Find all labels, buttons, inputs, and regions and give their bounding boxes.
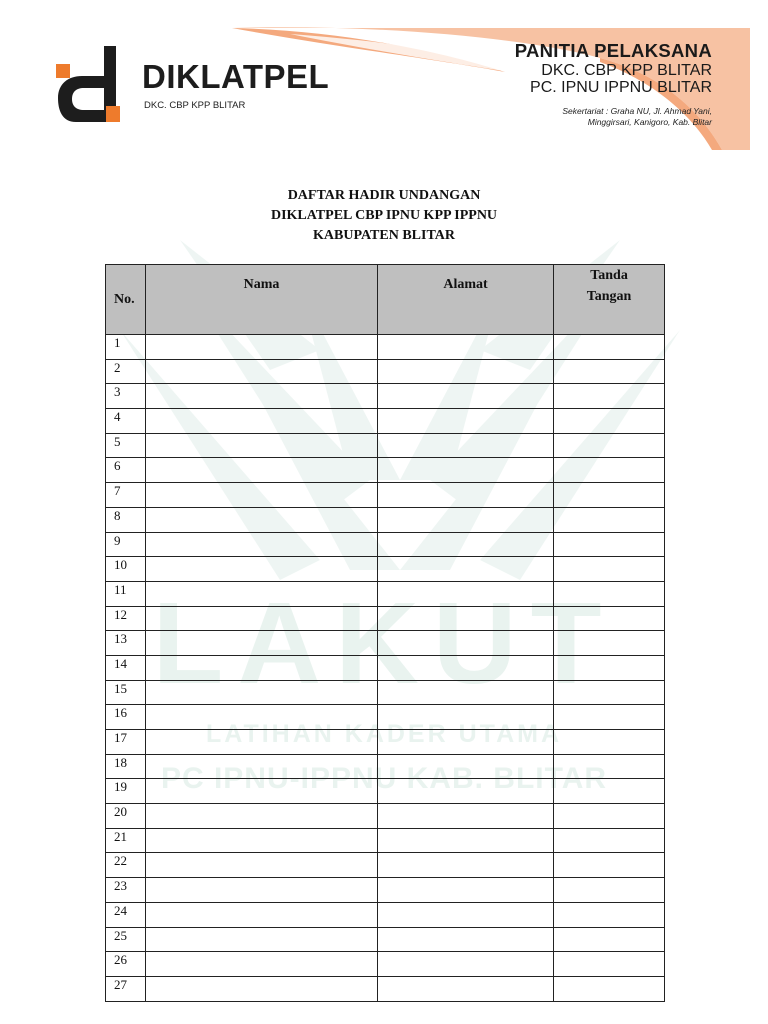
row-number: 6 xyxy=(106,458,146,483)
row-number: 20 xyxy=(106,804,146,829)
cell-tanda-tangan[interactable] xyxy=(554,902,665,927)
cell-alamat[interactable] xyxy=(378,384,554,409)
cell-tanda-tangan[interactable] xyxy=(554,631,665,656)
cell-alamat[interactable] xyxy=(378,878,554,903)
logo-name: DIKLATPEL xyxy=(142,58,330,95)
cell-nama[interactable] xyxy=(146,606,378,631)
attendance-table xyxy=(105,264,665,1002)
row-number: 19 xyxy=(106,779,146,804)
cell-tanda-tangan[interactable] xyxy=(554,976,665,1001)
watermark-subtitle: LATIHAN KADER UTAMA xyxy=(205,720,563,748)
row-number: 22 xyxy=(106,853,146,878)
table-row xyxy=(106,409,665,434)
header-no: No. xyxy=(106,265,146,335)
diklatpel-logo-icon xyxy=(54,44,126,128)
cell-nama[interactable] xyxy=(146,409,378,434)
row-number: 25 xyxy=(106,927,146,952)
cell-tanda-tangan[interactable] xyxy=(554,853,665,878)
table-row xyxy=(106,606,665,631)
cell-tanda-tangan[interactable] xyxy=(554,655,665,680)
cell-tanda-tangan[interactable] xyxy=(554,927,665,952)
committee-line-2: PC. IPNU IPPNU BLITAR xyxy=(530,79,712,96)
cell-nama[interactable] xyxy=(146,804,378,829)
table-row xyxy=(106,680,665,705)
cell-tanda-tangan[interactable] xyxy=(554,680,665,705)
row-number: 21 xyxy=(106,828,146,853)
row-number: 16 xyxy=(106,705,146,730)
cell-nama[interactable] xyxy=(146,507,378,532)
cell-tanda-tangan[interactable] xyxy=(554,804,665,829)
document-title xyxy=(0,186,768,246)
header-tangan: Tangan xyxy=(586,289,632,304)
cell-tanda-tangan[interactable] xyxy=(554,779,665,804)
row-number: 3 xyxy=(106,384,146,409)
table-row xyxy=(106,631,665,656)
table-row xyxy=(106,359,665,384)
cell-alamat[interactable] xyxy=(378,902,554,927)
cell-alamat[interactable] xyxy=(378,804,554,829)
address-line-1: Sekertariat : Graha NU, Jl. Ahmad Yani, xyxy=(562,106,712,116)
committee-title: PANITIA PELAKSANA xyxy=(514,40,712,61)
cell-alamat[interactable] xyxy=(378,335,554,360)
cell-nama[interactable] xyxy=(146,779,378,804)
cell-alamat[interactable] xyxy=(378,754,554,779)
cell-nama[interactable] xyxy=(146,878,378,903)
table-row xyxy=(106,705,665,730)
row-number: 1 xyxy=(106,335,146,360)
cell-tanda-tangan[interactable] xyxy=(554,828,665,853)
table-row xyxy=(106,581,665,606)
watermark-title: LAKUT xyxy=(152,578,616,708)
row-number: 26 xyxy=(106,952,146,977)
row-number: 15 xyxy=(106,680,146,705)
cell-tanda-tangan[interactable] xyxy=(554,581,665,606)
cell-nama[interactable] xyxy=(146,359,378,384)
cell-tanda-tangan[interactable] xyxy=(554,532,665,557)
cell-nama[interactable] xyxy=(146,828,378,853)
cell-tanda-tangan[interactable] xyxy=(554,952,665,977)
cell-alamat[interactable] xyxy=(378,433,554,458)
cell-nama[interactable] xyxy=(146,532,378,557)
cell-nama[interactable] xyxy=(146,557,378,582)
cell-alamat[interactable] xyxy=(378,409,554,434)
cell-nama[interactable] xyxy=(146,581,378,606)
title-line-2: DIKLATPEL CBP IPNU KPP IPPNU xyxy=(270,208,498,223)
cell-alamat[interactable] xyxy=(378,828,554,853)
title-line-1: DAFTAR HADIR UNDANGAN xyxy=(287,188,481,203)
cell-alamat[interactable] xyxy=(378,680,554,705)
row-number: 4 xyxy=(106,409,146,434)
cell-nama[interactable] xyxy=(146,458,378,483)
cell-nama[interactable] xyxy=(146,384,378,409)
cell-tanda-tangan[interactable] xyxy=(554,705,665,730)
table-row xyxy=(106,779,665,804)
header-tanda: Tanda xyxy=(590,268,628,283)
row-number: 18 xyxy=(106,754,146,779)
row-number: 23 xyxy=(106,878,146,903)
cell-alamat[interactable] xyxy=(378,730,554,755)
table-row xyxy=(106,458,665,483)
cell-tanda-tangan[interactable] xyxy=(554,458,665,483)
table-row xyxy=(106,384,665,409)
cell-alamat[interactable] xyxy=(378,581,554,606)
cell-tanda-tangan[interactable] xyxy=(554,483,665,508)
cell-nama[interactable] xyxy=(146,952,378,977)
cell-nama[interactable] xyxy=(146,655,378,680)
row-number: 11 xyxy=(106,581,146,606)
cell-alamat[interactable] xyxy=(378,458,554,483)
cell-alamat[interactable] xyxy=(378,952,554,977)
cell-tanda-tangan[interactable] xyxy=(554,384,665,409)
cell-nama[interactable] xyxy=(146,705,378,730)
cell-nama[interactable] xyxy=(146,976,378,1001)
table-body xyxy=(106,335,665,1002)
address-line-2: Minggirsari, Kanigoro, Kab. Blitar xyxy=(587,117,712,127)
cell-alamat[interactable] xyxy=(378,507,554,532)
cell-nama[interactable] xyxy=(146,631,378,656)
cell-tanda-tangan[interactable] xyxy=(554,409,665,434)
watermark-org: PC IPNU-IPPNU KAB. BLITAR xyxy=(160,762,608,795)
row-number: 27 xyxy=(106,976,146,1001)
table-row xyxy=(106,976,665,1001)
cell-tanda-tangan[interactable] xyxy=(554,557,665,582)
cell-alamat[interactable] xyxy=(378,927,554,952)
row-number: 14 xyxy=(106,655,146,680)
row-number: 17 xyxy=(106,730,146,755)
table-row xyxy=(106,507,665,532)
table-row xyxy=(106,902,665,927)
cell-tanda-tangan[interactable] xyxy=(554,507,665,532)
table-row xyxy=(106,804,665,829)
committee-block xyxy=(515,40,712,128)
cell-tanda-tangan[interactable] xyxy=(554,606,665,631)
table-row xyxy=(106,655,665,680)
cell-nama[interactable] xyxy=(146,853,378,878)
cell-nama[interactable] xyxy=(146,335,378,360)
table-header-row xyxy=(106,265,665,335)
cell-alamat[interactable] xyxy=(378,779,554,804)
row-number: 24 xyxy=(106,902,146,927)
cell-alamat[interactable] xyxy=(378,557,554,582)
title-line-3: KABUPATEN BLITAR xyxy=(313,228,455,243)
committee-address xyxy=(515,106,712,128)
row-number: 13 xyxy=(106,631,146,656)
cell-nama[interactable] xyxy=(146,680,378,705)
cell-nama[interactable] xyxy=(146,927,378,952)
table-row xyxy=(106,878,665,903)
row-number: 2 xyxy=(106,359,146,384)
row-number: 10 xyxy=(106,557,146,582)
header-nama: Nama xyxy=(146,265,378,335)
row-number: 7 xyxy=(106,483,146,508)
cell-nama[interactable] xyxy=(146,433,378,458)
cell-alamat[interactable] xyxy=(378,655,554,680)
cell-alamat[interactable] xyxy=(378,976,554,1001)
header-alamat: Alamat xyxy=(378,265,554,335)
cell-alamat[interactable] xyxy=(378,532,554,557)
cell-nama[interactable] xyxy=(146,754,378,779)
cell-alamat[interactable] xyxy=(378,483,554,508)
cell-tanda-tangan[interactable] xyxy=(554,878,665,903)
cell-tanda-tangan[interactable] xyxy=(554,730,665,755)
row-number: 12 xyxy=(106,606,146,631)
table-row xyxy=(106,335,665,360)
table-row xyxy=(106,828,665,853)
table-row xyxy=(106,730,665,755)
cell-alamat[interactable] xyxy=(378,359,554,384)
cell-alamat[interactable] xyxy=(378,606,554,631)
cell-alamat[interactable] xyxy=(378,853,554,878)
table-row xyxy=(106,952,665,977)
row-number: 5 xyxy=(106,433,146,458)
committee-line-1: DKC. CBP KPP BLITAR xyxy=(541,62,712,79)
table-row xyxy=(106,433,665,458)
cell-nama[interactable] xyxy=(146,483,378,508)
logo-subtitle: DKC. CBP KPP BLITAR xyxy=(144,100,246,111)
table-row xyxy=(106,754,665,779)
header-tanda-tangan xyxy=(554,265,665,335)
table-row xyxy=(106,532,665,557)
cell-tanda-tangan[interactable] xyxy=(554,433,665,458)
cell-tanda-tangan[interactable] xyxy=(554,754,665,779)
cell-alamat[interactable] xyxy=(378,631,554,656)
cell-tanda-tangan[interactable] xyxy=(554,335,665,360)
row-number: 9 xyxy=(106,532,146,557)
table-row xyxy=(106,853,665,878)
table-row xyxy=(106,927,665,952)
table-row xyxy=(106,557,665,582)
cell-tanda-tangan[interactable] xyxy=(554,359,665,384)
cell-nama[interactable] xyxy=(146,730,378,755)
table-row xyxy=(106,483,665,508)
cell-nama[interactable] xyxy=(146,902,378,927)
cell-alamat[interactable] xyxy=(378,705,554,730)
row-number: 8 xyxy=(106,507,146,532)
